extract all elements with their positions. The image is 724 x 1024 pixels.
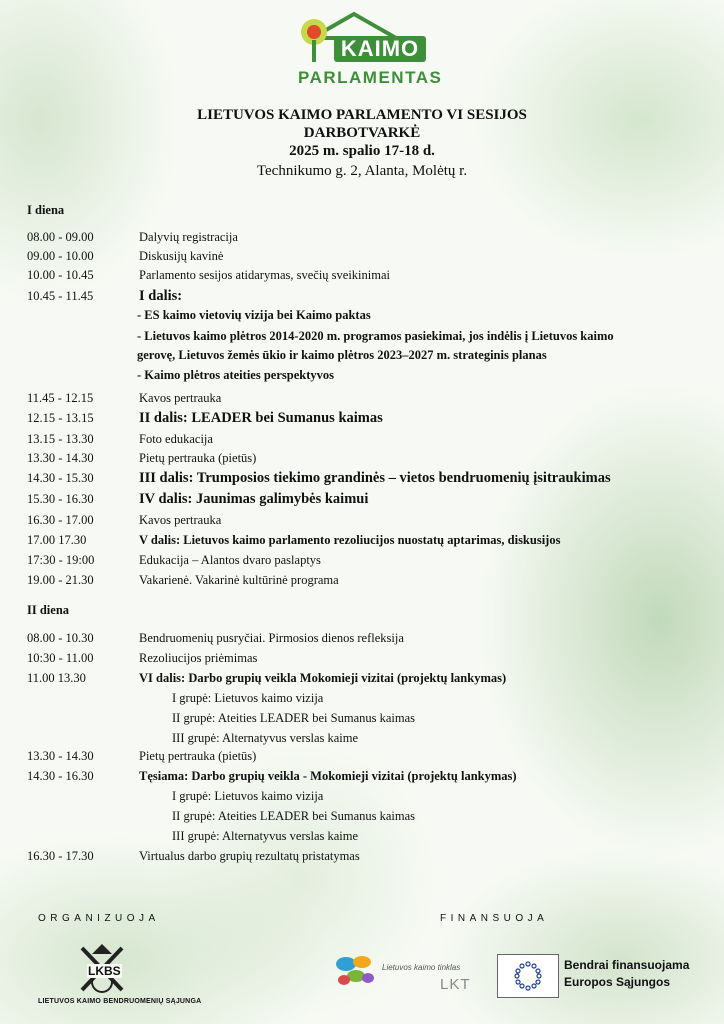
funder-title: FINANSUOJA	[440, 913, 549, 924]
logo-word-kaimo: KAIMO	[334, 36, 426, 62]
part1-item: - Kaimo plėtros ateities perspektyvos	[137, 368, 334, 382]
agenda-desc: Pietų pertrauka (pietūs)	[139, 749, 257, 763]
day1-title: I diena	[27, 203, 65, 217]
agenda-desc: Kavos pertrauka	[139, 391, 222, 405]
group-item: II grupė: Ateities LEADER bei Sumanus kaimas	[172, 711, 416, 725]
agenda-desc: Rezoliucijos priėmimas	[139, 651, 258, 665]
agenda-desc: Tęsiama: Darbo grupių veikla - Mokomieji vizitai (projektų lankymas)	[139, 769, 517, 783]
group-item: II grupė: Ateities LEADER bei Sumanus kaimas	[172, 809, 416, 823]
agenda-desc: IV dalis: Jaunimas galimybės kaimui	[139, 491, 369, 507]
part1-item: - ES kaimo vietovių vizija bei Kaimo paktas	[137, 308, 371, 322]
agenda-time: 08.00 - 10.30	[27, 631, 94, 645]
agenda-desc: VI dalis: Darbo grupių veikla Mokomieji vizitai (projektų lankymas)	[139, 671, 507, 685]
group-item: III grupė: Alternatyvus verslas kaime	[172, 829, 359, 843]
lkbs-abbr: LKBS	[88, 964, 121, 978]
lkbs-name: LIETUVOS KAIMO BENDRUOMENIŲ SĄJUNGA	[38, 998, 202, 1005]
agenda-time: 12.15 - 13.15	[27, 411, 94, 425]
agenda-time: 09.00 - 10.00	[27, 249, 94, 263]
title-line-1: LIETUVOS KAIMO PARLAMENTO VI SESIJOS	[197, 107, 527, 123]
lkt-name: Lietuvos kaimo tinklas	[382, 963, 461, 972]
kaimo-parlamentas-logo	[296, 10, 443, 90]
part1-item: - Lietuvos kaimo plėtros 2014-2020 m. programos pasiekimai, jos indėlis į Lietuvos kaimo	[137, 329, 614, 343]
agenda-desc: Foto edukacija	[139, 432, 213, 446]
event-location: Technikumo g. 2, Alanta, Molėtų r.	[256, 163, 468, 179]
agenda-time: 17:30 - 19:00	[27, 553, 95, 567]
agenda-desc: I dalis:	[139, 288, 183, 304]
part1-item: gerovę, Lietuvos žemės ūkio ir kaimo plėtros 2023–2027 m. strateginis planas	[137, 348, 547, 362]
agenda-time: 13.30 - 14.30	[27, 451, 94, 465]
agenda-time: 16.30 - 17.00	[27, 513, 94, 527]
group-item: I grupė: Lietuvos kaimo vizija	[172, 789, 324, 803]
agenda-desc: Edukacija – Alantos dvaro paslaptys	[139, 553, 321, 567]
agenda-time: 10.00 - 10.45	[27, 268, 94, 282]
eu-stars-icon	[498, 955, 558, 997]
agenda-time: 14.30 - 15.30	[27, 471, 94, 485]
agenda-desc: Diskusijų kavinė	[139, 249, 224, 263]
day2-title: II diena	[27, 603, 70, 617]
eu-cofunded-line1: Bendrai finansuojama	[564, 958, 690, 972]
agenda-time: 13.15 - 13.30	[27, 432, 94, 446]
lkt-abbr: LKT	[440, 976, 471, 993]
event-date: 2025 m. spalio 17-18 d.	[289, 143, 435, 159]
colored-birds-icon	[332, 952, 380, 992]
agenda-desc: Vakarienė. Vakarinė kultūrinė programa	[139, 573, 339, 587]
logo-word-parlamentas: PARLAMENTAS	[298, 68, 443, 87]
agenda-time: 19.00 - 21.30	[27, 573, 94, 587]
agenda-desc: Virtualus darbo grupių rezultatų pristatymas	[139, 849, 360, 863]
lkbs-logo	[74, 942, 130, 996]
agenda-time: 11.45 - 12.15	[27, 391, 94, 405]
agenda-time: 11.00 13.30	[27, 671, 86, 685]
agenda-time: 14.30 - 16.30	[27, 769, 94, 783]
group-item: I grupė: Lietuvos kaimo vizija	[172, 691, 324, 705]
organizer-title: ORGANIZUOJA	[38, 913, 160, 924]
lkt-logo	[332, 952, 380, 992]
agenda-time: 16.30 - 17.30	[27, 849, 94, 863]
agenda-desc: Parlamento sesijos atidarymas, svečių sveikinimai	[139, 268, 390, 282]
agenda-time: 17.00 17.30	[27, 533, 87, 547]
agenda-time: 10.45 - 11.45	[27, 289, 94, 303]
agenda-time: 15.30 - 16.30	[27, 492, 94, 506]
agenda-time: 10:30 - 11.00	[27, 651, 94, 665]
group-item: III grupė: Alternatyvus verslas kaime	[172, 731, 359, 745]
agenda-desc: V dalis: Lietuvos kaimo parlamento rezoliucijos nuostatų aptarimas, diskusijos	[139, 533, 561, 547]
agenda-time: 08.00 - 09.00	[27, 230, 94, 244]
title-line-2: DARBOTVARKĖ	[303, 125, 421, 141]
agenda-desc: Bendruomenių pusryčiai. Pirmosios dienos refleksija	[139, 631, 404, 645]
eu-cofunded-line2: Europos Sąjungos	[564, 975, 671, 989]
agenda-desc: Pietų pertrauka (pietūs)	[139, 451, 257, 465]
agenda-desc: Kavos pertrauka	[139, 513, 222, 527]
agenda-time: 13.30 - 14.30	[27, 749, 94, 763]
agenda-desc: III dalis: Trumposios tiekimo grandinės – vietos bendruomenių įsitraukimas	[139, 470, 611, 486]
agenda-desc: Dalyvių registracija	[139, 230, 238, 244]
agenda-desc: II dalis: LEADER bei Sumanus kaimas	[139, 410, 383, 426]
eu-flag-frame	[497, 954, 559, 998]
